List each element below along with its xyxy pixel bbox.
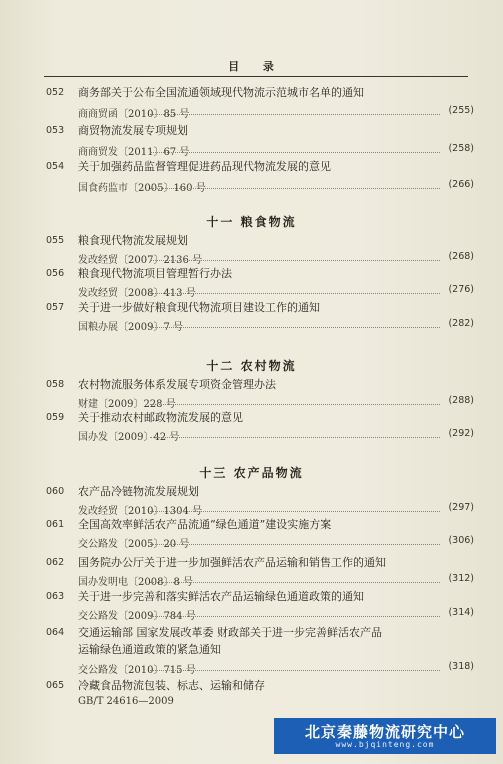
entry-number: 062 bbox=[46, 557, 65, 568]
entry-doc-number: 国办发明电〔2008〕8 号 bbox=[78, 577, 193, 588]
page-header bbox=[44, 58, 468, 77]
entry-page: (297) bbox=[448, 502, 474, 513]
entry-doc-number: GB/T 24616—2009 bbox=[78, 696, 174, 707]
entry-number: 052 bbox=[46, 87, 65, 98]
dot-leader bbox=[150, 293, 440, 294]
entry-title: 全国高效率鲜活农产品流通“绿色通道”建设实施方案 bbox=[78, 518, 332, 531]
entry-title: 商务部关于公布全国流通领域现代物流示范城市名单的通知 bbox=[78, 86, 364, 99]
dot-leader bbox=[150, 616, 440, 617]
entry-number: 060 bbox=[46, 486, 65, 497]
dot-leader bbox=[150, 511, 440, 512]
entry-title: 关于进一步做好粮食现代物流项目建设工作的通知 bbox=[78, 301, 320, 314]
entry-doc-number: 国办发〔2009〕42 号 bbox=[78, 432, 180, 443]
entry-doc-number: 发改经贸〔2010〕1304 号 bbox=[78, 506, 203, 517]
entry-doc-number: 发改经贸〔2007〕2136 号 bbox=[78, 255, 203, 266]
entry-page: (276) bbox=[448, 284, 474, 295]
entry-title: 国务院办公厅关于进一步加强鲜活农产品运输和销售工作的通知 bbox=[78, 556, 386, 569]
entry-page: (288) bbox=[448, 395, 474, 406]
dot-leader bbox=[150, 670, 440, 671]
dot-leader bbox=[150, 327, 440, 328]
watermark-name: 北京秦藤物流研究中心 bbox=[304, 723, 465, 741]
entry-page: (318) bbox=[448, 661, 474, 672]
entry-number: 053 bbox=[46, 125, 65, 136]
dot-leader bbox=[150, 544, 440, 545]
entry-page: (268) bbox=[448, 251, 474, 262]
entry-doc-number: 发改经贸〔2008〕413 号 bbox=[78, 288, 196, 299]
dot-leader bbox=[150, 152, 440, 153]
entry-title: 粮食现代物流项目管理暂行办法 bbox=[78, 267, 232, 280]
section-heading-agri: 十三 农产品物流 bbox=[199, 466, 304, 480]
section-heading-rural: 十二 农村物流 bbox=[206, 359, 297, 373]
entry-doc-number: 商商贸函〔2010〕85 号 bbox=[78, 109, 190, 120]
entry-title: 关于加强药品监督管理促进药品现代物流发展的意见 bbox=[78, 160, 331, 173]
entry-page: (314) bbox=[448, 607, 474, 618]
entry-page: (258) bbox=[448, 143, 474, 154]
entry-title: 粮食现代物流发展规划 bbox=[78, 234, 188, 247]
entry-title: 关于进一步完善和落实鲜活农产品运输绿色通道政策的通知 bbox=[78, 590, 364, 603]
dot-leader bbox=[150, 582, 440, 583]
entry-doc-number: 交公路发〔2005〕20 号 bbox=[78, 539, 190, 550]
section-heading-grain: 十一 粮食物流 bbox=[206, 215, 297, 229]
entry-number: 054 bbox=[46, 161, 65, 172]
entry-page: (312) bbox=[448, 573, 474, 584]
entry-number: 055 bbox=[46, 235, 65, 246]
entry-title: 商贸物流发展专项规划 bbox=[78, 124, 188, 137]
entry-doc-number: 国粮办展〔2009〕7 号 bbox=[78, 322, 183, 333]
entry-number: 065 bbox=[46, 680, 65, 691]
entry-page: (306) bbox=[448, 535, 474, 546]
entry-number: 057 bbox=[46, 302, 65, 313]
entry-number: 058 bbox=[46, 379, 65, 390]
entry-page: (255) bbox=[448, 105, 474, 116]
entry-title-continued: 运输绿色通道政策的紧急通知 bbox=[78, 643, 221, 656]
entry-doc-number: 国食药监市〔2005〕160 号 bbox=[78, 183, 206, 194]
entry-doc-number: 商商贸发〔2011〕67 号 bbox=[78, 147, 190, 158]
dot-leader bbox=[150, 437, 440, 438]
dot-leader bbox=[150, 114, 440, 115]
entry-title: 冷藏食品物流包装、标志、运输和储存 bbox=[78, 679, 265, 692]
watermark-banner bbox=[274, 718, 496, 754]
entry-page: (282) bbox=[448, 318, 474, 329]
entry-title: 农村物流服务体系发展专项资金管理办法 bbox=[78, 378, 276, 391]
entry-doc-number: 财建〔2009〕228 号 bbox=[78, 399, 176, 410]
entry-number: 056 bbox=[46, 268, 65, 279]
entry-title: 交通运输部 国家发展改革委 财政部关于进一步完善鲜活农产品 bbox=[78, 626, 382, 639]
entry-number: 061 bbox=[46, 519, 65, 530]
entry-page: (292) bbox=[448, 428, 474, 439]
dot-leader bbox=[150, 404, 440, 405]
entry-doc-number: 交公路发〔2009〕784 号 bbox=[78, 611, 196, 622]
header-title: 目 录 bbox=[228, 60, 284, 73]
entry-title: 关于推动农村邮政物流发展的意见 bbox=[78, 411, 243, 424]
entry-number: 059 bbox=[46, 412, 65, 423]
dot-leader bbox=[150, 260, 440, 261]
entry-number: 064 bbox=[46, 627, 65, 638]
entry-page: (266) bbox=[448, 179, 474, 190]
dot-leader bbox=[150, 188, 440, 189]
watermark-url: www.bjqinteng.com bbox=[335, 740, 435, 749]
entry-doc-number: 交公路发〔2010〕715 号 bbox=[78, 665, 196, 676]
entry-number: 063 bbox=[46, 591, 65, 602]
entry-title: 农产品冷链物流发展规划 bbox=[78, 485, 199, 498]
